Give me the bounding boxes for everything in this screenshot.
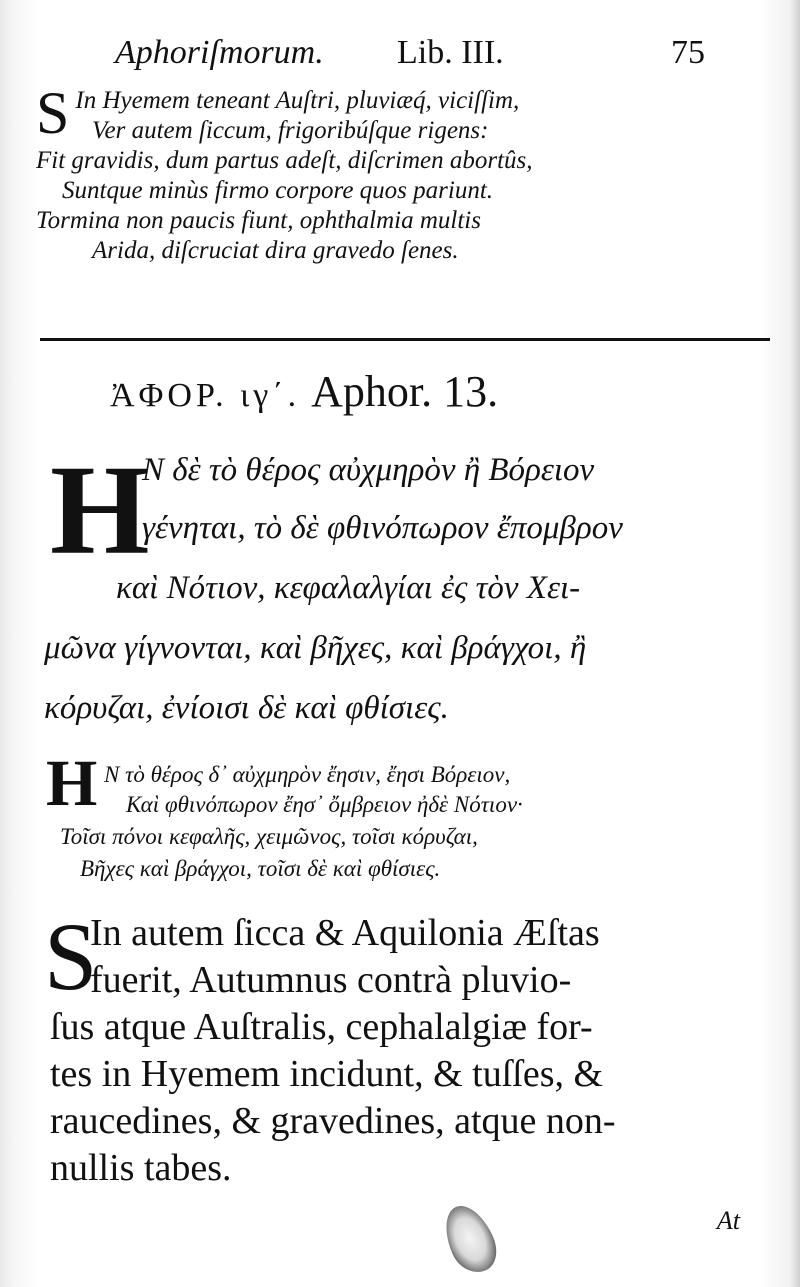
greek-prose-line: μῶνα γίγνονται, καὶ βῆχες, καὶ βράγχοι, ἢ	[44, 630, 587, 666]
greek-verse-line: Τοῖσι πόνοι κεφαλῆς, χειμῶνος, τοῖσι κόρυζαι,	[60, 824, 478, 849]
running-head-book: Lib. III.	[397, 34, 504, 71]
greek-prose-line: καὶ Νότιον, κεφαλαλγίαι ἐς τὸν Χει-	[116, 570, 581, 606]
aphorism-heading	[110, 362, 710, 422]
verse-line: Fit gravidis, dum partus adeſt, diſcrimen abortûs,	[36, 147, 533, 174]
aphorism-heading-latin: Aphor. 13.	[311, 367, 499, 416]
greek-prose-line: Ν δὲ τὸ θέρος αὐχμηρὸν ἢ Βόρειον	[142, 452, 595, 488]
latin-prose-line: nullis tabes.	[50, 1147, 232, 1189]
greek-verse-line: Καὶ φθινόπωρον ἔησ᾽ ὄμβρειον ἠδὲ Νότιον·	[126, 792, 523, 817]
page-number: 75	[671, 34, 705, 71]
verse-line: In Hyemem teneant Auſtri, pluviæq́, viciſſim,	[75, 87, 520, 114]
greek-verse-line: Βῆχες καὶ βράγχοι, τοῖσι δὲ καὶ φθίσιες.	[80, 856, 441, 881]
latin-prose-line: ſus atque Auſtralis, cephalalgiæ for-	[50, 1006, 593, 1048]
latin-prose-line: In autem ſicca & Aquilonia Æſtas	[90, 912, 600, 954]
section-divider-rule	[40, 338, 770, 341]
greek-verse-line: Ν τὸ θέρος δ᾽ αὐχμηρὸν ἔησιν, ἔησι Βόρειον,	[104, 762, 511, 787]
latin-verse-block	[36, 80, 736, 266]
verse-initial: S	[36, 80, 70, 146]
verse-line: Tormina non paucis fiunt, ophthalmia multis	[36, 207, 481, 234]
catchword: At	[716, 1206, 740, 1235]
verse-line: Arida, diſcruciat dira gravedo ſenes.	[92, 237, 459, 264]
greek-prose-line: γένηται, τὸ δὲ φθινόπωρον ἔπομβρον	[142, 510, 623, 546]
verse-line: Ver autem ſiccum, frigoribúſque rigens:	[92, 117, 489, 144]
verse-line: Suntque minùs firmo corpore quos pariunt.	[62, 177, 494, 204]
page-stain	[436, 1198, 505, 1280]
greek-verse-initial: H	[46, 747, 98, 820]
running-head-title: Aphoriſmorum.	[115, 34, 324, 71]
latin-prose-line: raucedines, & gravedines, atque non-	[50, 1100, 616, 1142]
greek-prose-line: κόρυζαι, ἐνίοισι δὲ καὶ φθίσιες.	[44, 690, 449, 726]
running-head	[115, 30, 705, 76]
aphorism-heading-greek: ἈΦΟΡ. ιγ΄.	[110, 377, 301, 414]
greek-prose-initial: H	[50, 439, 150, 581]
latin-prose-initial: S	[44, 903, 98, 1010]
latin-prose-line: tes in Hyemem incidunt, & tuſſes, &	[50, 1053, 604, 1095]
latin-prose-line: fuerit, Autumnus contrà pluvio-	[90, 959, 572, 1001]
